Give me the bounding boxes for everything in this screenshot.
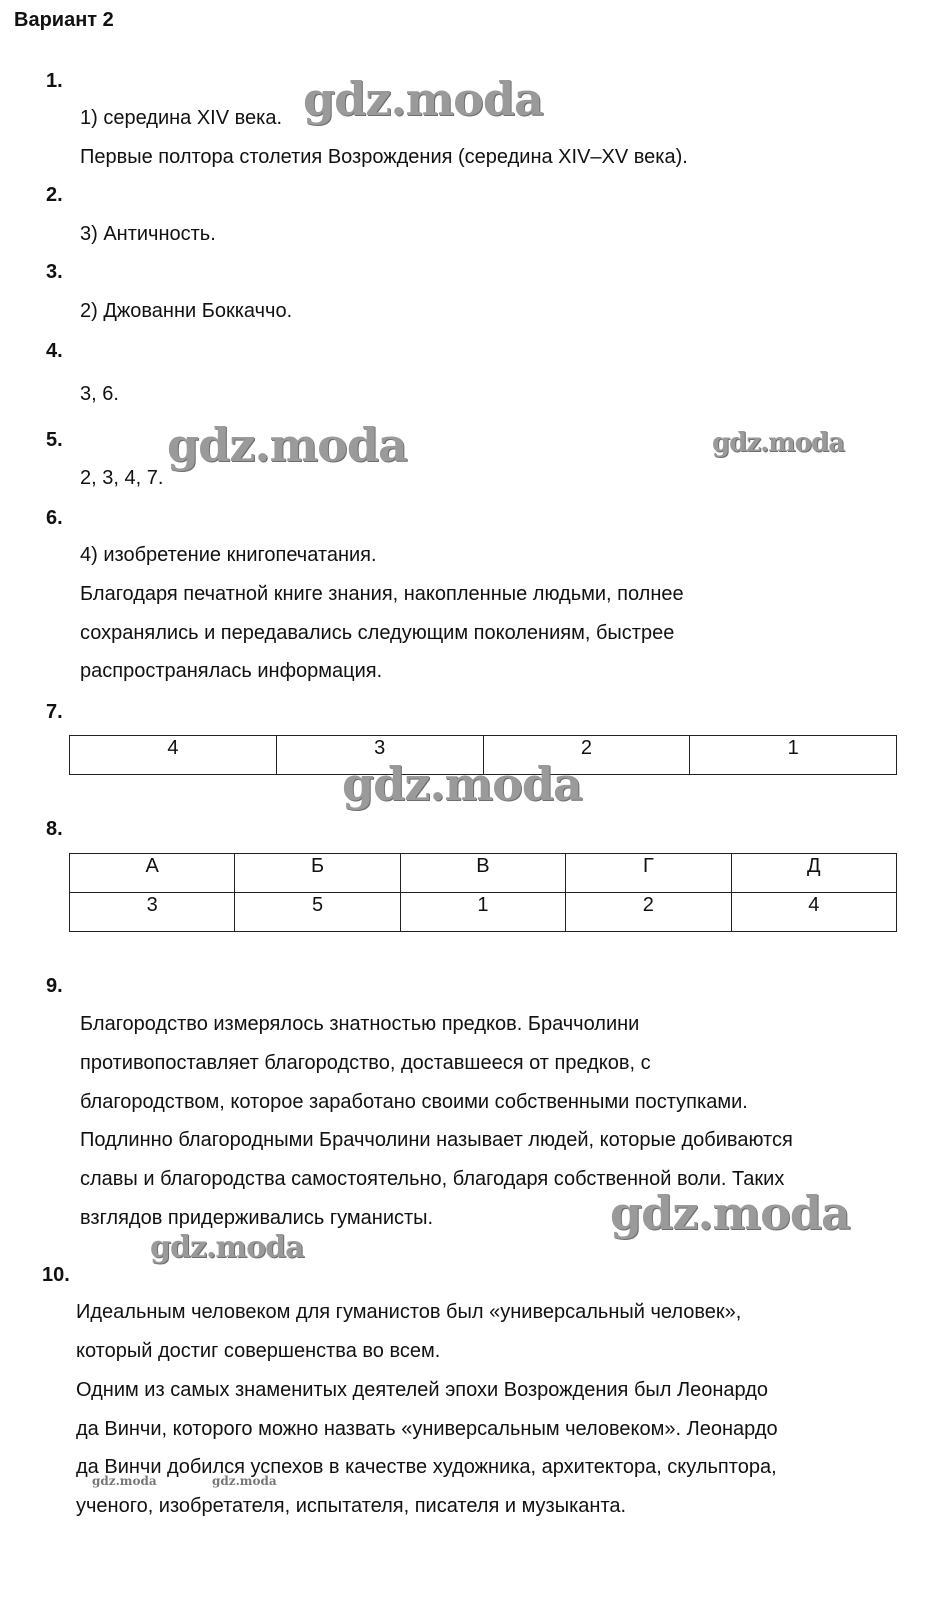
answer-line: да Винчи добился успехов в качестве художника, архитектора, скульптора, <box>76 1456 777 1478</box>
answer-line: Первые полтора столетия Возрождения (середина XIV–XV века). <box>80 146 688 168</box>
question-number: 4. <box>46 340 63 362</box>
watermark: gdz.moda <box>303 72 543 126</box>
table-cell: Г <box>566 854 731 893</box>
answer-line: Подлинно благородными Браччолини называет людей, которые добиваются <box>80 1129 793 1151</box>
watermark: gdz.moda <box>150 1230 304 1265</box>
table-cell: 4 <box>731 893 896 932</box>
watermark: gdz.moda <box>167 418 407 472</box>
table-cell: 1 <box>400 893 565 932</box>
table-cell: Б <box>235 854 400 893</box>
question-number: 2. <box>46 184 63 206</box>
table-cell: В <box>400 854 565 893</box>
answer-line: славы и благородства самостоятельно, благодаря собственной воли. Таких <box>80 1168 785 1190</box>
answer-line: противопоставляет благородство, доставшееся от предков, с <box>80 1052 651 1074</box>
answer-line: Одним из самых знаменитых деятелей эпохи Возрождения был Леонардо <box>76 1379 768 1401</box>
table-cell: 5 <box>235 893 400 932</box>
answer-line: ученого, изобретателя, испытателя, писателя и музыканта. <box>76 1495 627 1517</box>
answer-line: 3, 6. <box>80 383 119 405</box>
question-number: 7. <box>46 701 63 723</box>
table-cell: 4 <box>70 736 277 775</box>
answer-line: 1) середина XIV века. <box>80 107 283 129</box>
answer-line: 4) изобретение книгопечатания. <box>80 544 377 566</box>
answer-line: распространялась информация. <box>80 660 383 682</box>
answer-line: да Винчи, которого можно назвать «универсальным человеком». Леонардо <box>76 1418 778 1440</box>
question-number: 5. <box>46 429 63 451</box>
question-number: 10. <box>42 1264 70 1286</box>
watermark: gdz.moda <box>712 428 845 458</box>
answer-line: благородством, которое заработано своими собственными поступками. <box>80 1091 748 1113</box>
answer-line: 2, 3, 4, 7. <box>80 467 164 489</box>
watermark: gdz.moda <box>342 757 582 811</box>
answer-line: 3) Античность. <box>80 223 216 245</box>
answer-line: Благородство измерялось знатностью предков. Браччолини <box>80 1013 640 1035</box>
table-cell: 2 <box>483 736 690 775</box>
answer-line: сохранялись и передавались следующим поколениям, быстрее <box>80 622 675 644</box>
answer-table <box>69 853 897 932</box>
answer-line: взглядов придерживались гуманисты. <box>80 1207 434 1229</box>
table-cell: 3 <box>70 893 235 932</box>
question-number: 1. <box>46 70 63 92</box>
answer-line: Идеальным человеком для гуманистов был «универсальный человек», <box>76 1301 742 1323</box>
question-number: 8. <box>46 818 63 840</box>
watermark: gdz.moda <box>212 1474 277 1488</box>
answer-line: 2) Джованни Боккаччо. <box>80 300 293 322</box>
page-title: Вариант 2 <box>14 9 114 31</box>
table-cell: А <box>70 854 235 893</box>
question-number: 9. <box>46 975 63 997</box>
answer-line: Благодаря печатной книге знания, накопленные людьми, полнее <box>80 583 684 605</box>
table-row <box>70 893 897 932</box>
watermark: gdz.moda <box>92 1474 157 1488</box>
table-cell: 1 <box>690 736 897 775</box>
watermark: gdz.moda <box>610 1186 850 1240</box>
table-cell: 2 <box>566 893 731 932</box>
answer-line: который достиг совершенства во всем. <box>76 1340 441 1362</box>
question-number: 6. <box>46 507 63 529</box>
question-number: 3. <box>46 261 63 283</box>
table-cell: 3 <box>276 736 483 775</box>
table-cell: Д <box>731 854 896 893</box>
table-header-row <box>70 854 897 893</box>
